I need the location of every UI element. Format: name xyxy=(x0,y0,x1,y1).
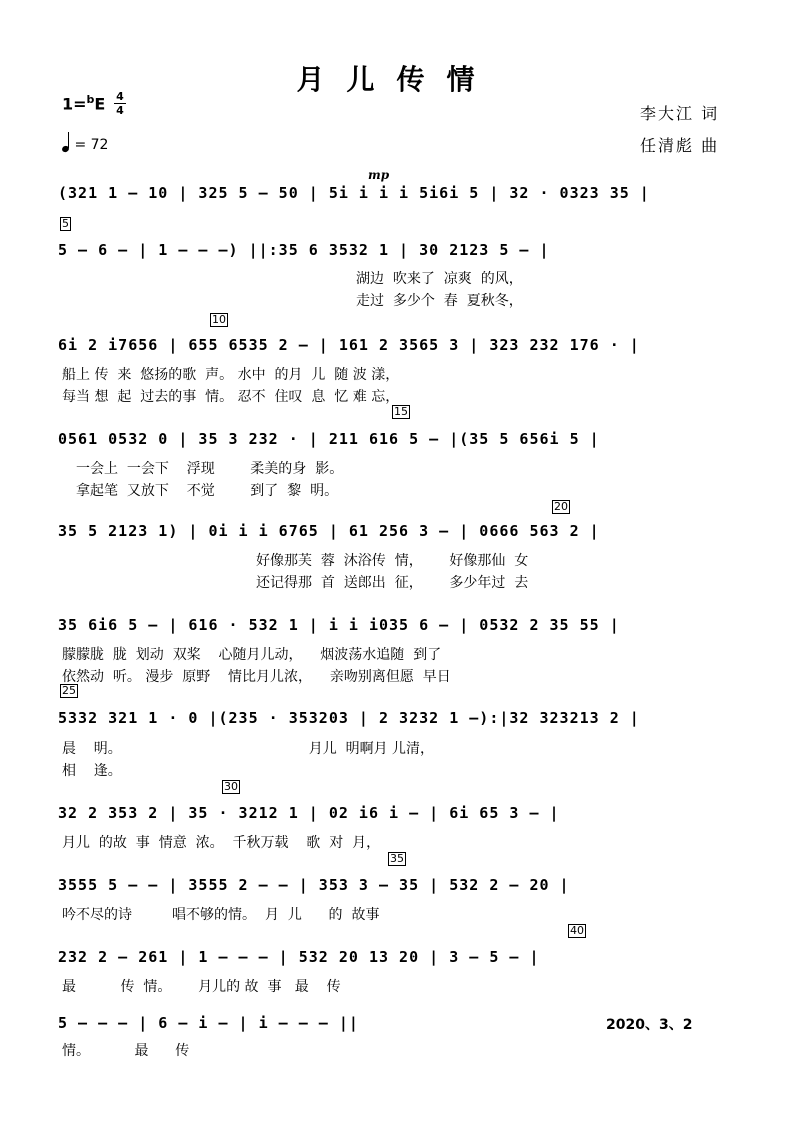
notation-line: 32 2 353 2 | 35 · 3212 1 | 02 i6 i – | 6i 65 3 – | xyxy=(58,804,560,822)
notation-line: (321 1 – 10 | 325 5 – 50 | 5i i i i 5i6i 5 | 32 · 0323 35 | xyxy=(58,184,650,202)
lyric-line: 拿起笔 又放下 不觉 到了 黎 明。 xyxy=(76,483,339,499)
notation-line: 0561 0532 0 | 35 3 232 · | 211 616 5 – |(35 5 656i 5 | xyxy=(58,430,600,448)
lyric-line: 吟不尽的诗 唱不够的情。 月 儿 的 故事 xyxy=(62,907,380,923)
lyric-line: 走过 多少个 春 夏秋冬， xyxy=(356,293,523,309)
measure-number: 35 xyxy=(390,852,404,865)
lyric-line: 一会上 一会下 浮现 柔美的身 影。 xyxy=(76,461,344,477)
lyricist-credit: 李大江 词 xyxy=(640,104,720,123)
measure-number: 10 xyxy=(212,313,226,326)
notation-line: 5 – 6 – | 1 – – –) ||:35 6 3532 1 | 30 2123 5 – | xyxy=(58,241,550,259)
lyric-line: 晨 明。 月儿 明啊月 儿清， xyxy=(62,741,435,757)
lyric-line: 情。 最 传 xyxy=(62,1043,190,1059)
lyric-line: 湖边 吹来了 凉爽 的风， xyxy=(356,271,523,287)
lyric-line: 依然动 听。 漫步 原野 情比月儿浓， 亲吻别离但愿 早日 xyxy=(62,669,451,685)
lyric-line: 朦朦胧 胧 划动 双桨 心随月儿动， 烟波荡水追随 到了 xyxy=(62,647,442,663)
lyric-line: 船上 传 来 悠扬的歌 声。 水中 的月 儿 随 波 漾， xyxy=(62,367,400,383)
measure-number: 30 xyxy=(224,780,238,793)
notation-line: 5 – – – | 6 – i – | i – – – || xyxy=(58,1014,359,1032)
composer-credit: 任清彪 曲 xyxy=(640,136,720,155)
dynamic-marking: mp xyxy=(368,168,390,182)
date-stamp: 2020、3、2 xyxy=(606,1017,693,1033)
song-title: 月儿传情 xyxy=(296,63,497,96)
notation-line: 6i 2 i7656 | 655 6535 2 – | 161 2 3565 3 | 323 232 176 · | xyxy=(58,336,640,354)
lyric-line: 相 逢。 xyxy=(62,763,122,779)
lyric-line: 最 传 情。 月儿的 故 事 最 传 xyxy=(62,979,341,995)
notation-line: 232 2 – 261 | 1 – – – | 532 20 13 20 | 3 – 5 – | xyxy=(58,948,540,966)
tempo-marking: = 72 xyxy=(62,133,108,153)
lyric-line: 每当 想 起 过去的事 情。 忍不 住叹 息 忆 难 忘， xyxy=(62,389,400,405)
notation-line: 5332 321 1 · 0 |(235 · 353203 | 2 3232 1 –):|32 323213 2 | xyxy=(58,709,640,727)
measure-number: 20 xyxy=(554,500,568,513)
lyric-line: 月儿 的故 事 情意 浓。 千秋万载 歌 对 月， xyxy=(62,835,381,851)
measure-number: 40 xyxy=(570,924,584,937)
lyric-line: 好像那芙 蓉 沐浴传 情， 好像那仙 女 xyxy=(256,553,529,569)
lyric-line: 还记得那 首 送郎出 征， 多少年过 去 xyxy=(256,575,529,591)
measure-number: 15 xyxy=(394,405,408,418)
key-signature: 1=$^b$E xyxy=(62,93,106,114)
time-signature: 4 4 xyxy=(114,91,126,116)
measure-number: 25 xyxy=(62,684,76,697)
notation-line: 3555 5 – – | 3555 2 – – | 353 3 – 35 | 532 2 – 20 | xyxy=(58,876,570,894)
notation-line: 35 6i6 5 – | 616 · 532 1 | i i i035 6 – | 0532 2 35 55 | xyxy=(58,616,620,634)
notation-line: 35 5 2123 1) | 0i i i 6765 | 61 256 3 – | 0666 563 2 | xyxy=(58,522,600,540)
measure-number: 5 xyxy=(62,217,69,230)
